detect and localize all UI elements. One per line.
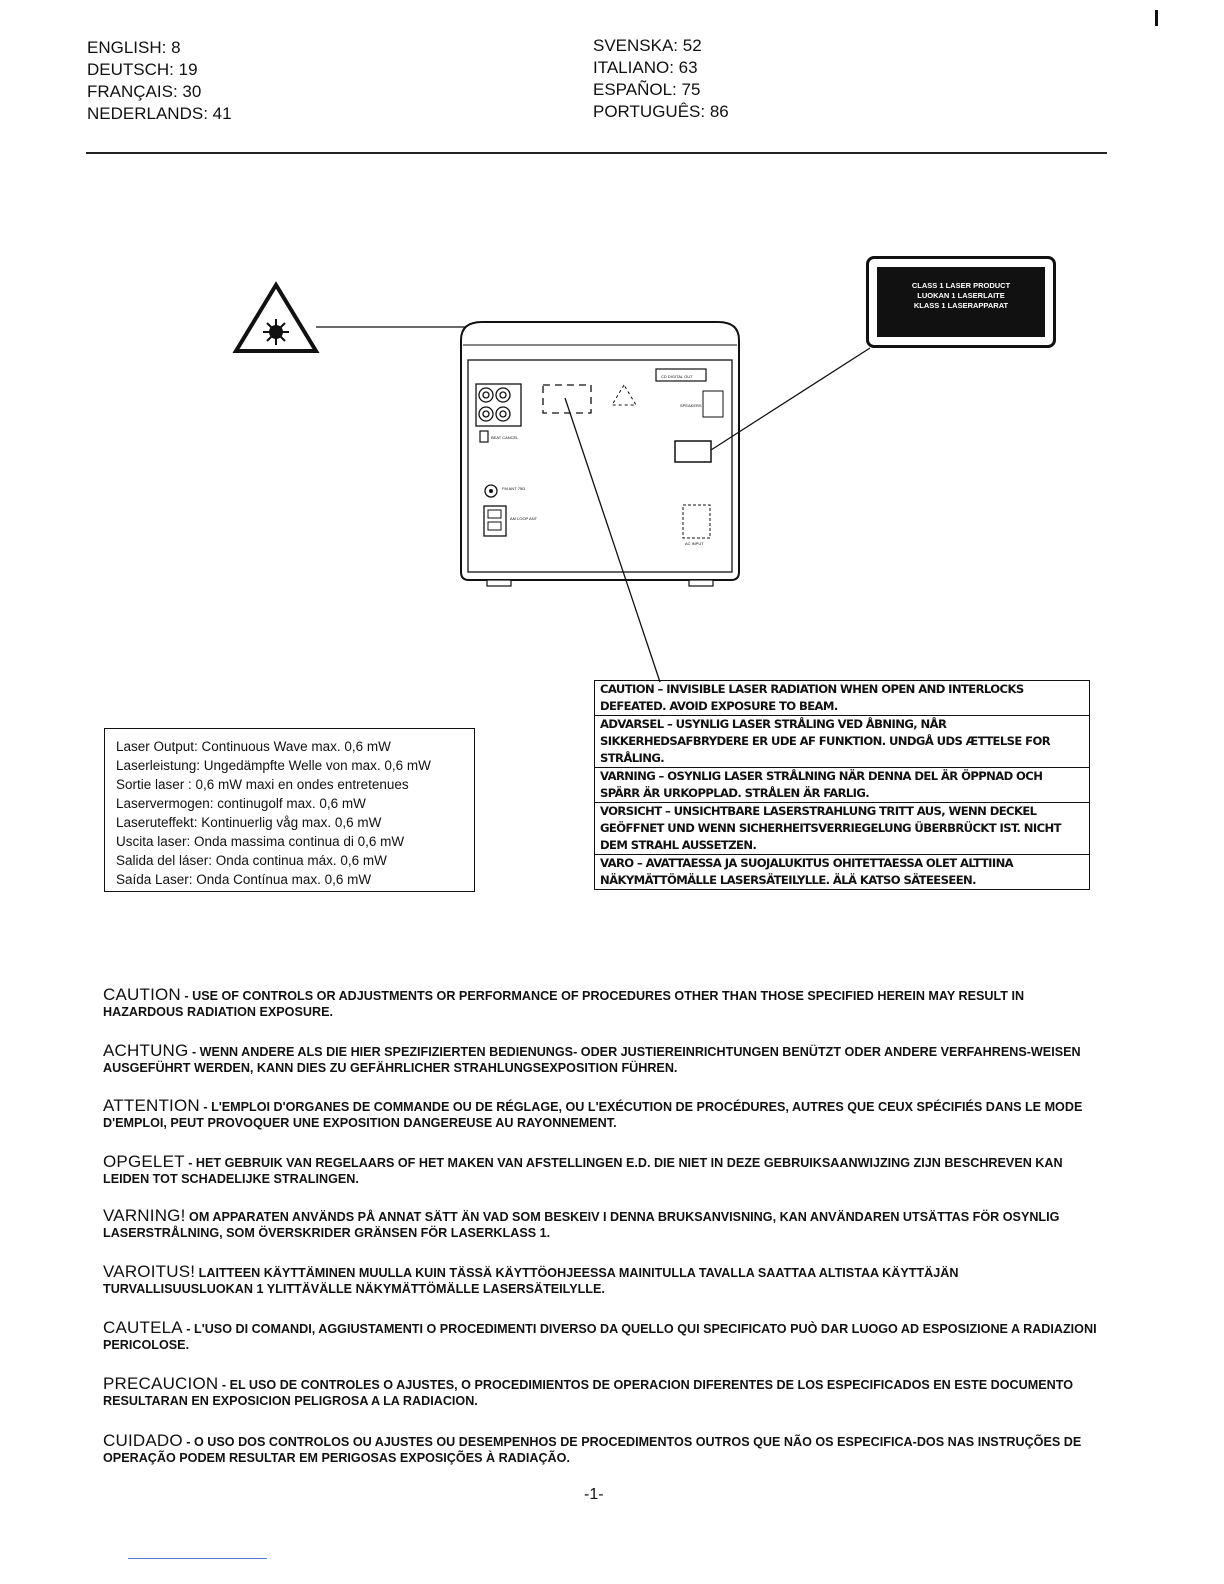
index-entry-svenska: SVENSKA: 52 bbox=[593, 36, 702, 55]
speakers-label: SPEAKERS bbox=[680, 403, 702, 408]
index-entry-italiano: ITALIANO: 63 bbox=[593, 58, 698, 77]
caution-paragraph bbox=[103, 1264, 1103, 1297]
caution-keyword: VAROITUS! bbox=[103, 1262, 196, 1281]
label-position bbox=[675, 441, 711, 462]
fm-antenna-label: FM ANT 75Ω bbox=[502, 486, 526, 491]
ac-input-socket bbox=[683, 505, 710, 538]
caution-paragraph: CAUTELA - L'USO DI COMANDI, AGGIUSTAMENTI O PROCEDIMENTI DIVERSO DA QUELLO QUI SPECIFICATO PUÒ DAR LUOGO AD ESPOSIZIONE A RADIAZIONI PERICOLOSE. bbox=[103, 1318, 1097, 1352]
caution-text: WENN ANDERE ALS DIE HIER SPEZIFIZIERTEN BEDIENUNGS- ODER JUSTIEREINRICHTUNGEN BENÜTZT ODER ANDERE VERFAHRENS-WEISEN AUSGEFÜHRT WERDEN, KANN DIES ZU GEFÄHRLICHER STRAHLUNGSEXPOSITION FÜHREN. bbox=[103, 1045, 1081, 1075]
class-label-line: CLASS 1 LASER PRODUCT bbox=[911, 281, 1011, 290]
caution-keyword: CAUTELA bbox=[103, 1318, 183, 1337]
laser-output-line: Uscita laser: Onda massima continua di 0,6 mW bbox=[116, 834, 405, 849]
laser-output-line: Laserleistung: Ungedämpfte Welle von max. 0,6 mW bbox=[116, 758, 431, 773]
caution-keyword: CUIDADO bbox=[103, 1431, 183, 1450]
caution-text: O USO DOS CONTROLOS OU AJUSTES OU DESEMPENHOS DE PROCEDIMENTOS OUTROS QUE NÃO OS ESPECIFICA-DOS NAS INSTRUÇÕES DE OPERAÇÃO PODEM RESULTAR EM PERIGOSAS EXPOSIÇÕES À RADIAÇÃO. bbox=[103, 1435, 1082, 1465]
warning-cell-varo: VARO – AVATTAESSA JA SUOJALUKITUS OHITETTAESSA OLET ALTTIINA NÄKYMÄTTÖMÄLLE LASERSÄTEILYLLE. ÄLÄ KATSO SÄTEESEEN. bbox=[595, 855, 1090, 890]
caution-paragraph: ACHTUNG - WENN ANDERE ALS DIE HIER SPEZIFIZIERTEN BEDIENUNGS- ODER JUSTIEREINRICHTUNGEN BENÜTZT ODER ANDERE VERFAHRENS-WEISEN AUSGEFÜHRT WERDEN, KANN DIES ZU GEFÄHRLICHER STRAHLUNGSEXPOSITION FÜHREN. bbox=[103, 1041, 1081, 1075]
page-number: -1- bbox=[584, 1486, 604, 1503]
caution-paragraph: CAUTION - USE OF CONTROLS OR ADJUSTMENTS OR PERFORMANCE OF PROCEDURES OTHER THAN THOSE SPECIFIED HEREIN MAY RESULT IN HAZARDOUS RADIATION EXPOSURE. bbox=[103, 985, 1025, 1019]
caution-text: HET GEBRUIK VAN REGELAARS OF HET MAKEN VAN AFSTELLINGEN E.D. DIE NIET IN DEZE GEBRUIKSAANWIJZING ZIJN BESCHREVEN KAN LEIDEN TOT SCHADELIJKE STRALINGEN. bbox=[103, 1156, 1063, 1186]
class-label-line: KLASS 1 LASERAPPARAT bbox=[913, 301, 1009, 310]
speaker-terminals bbox=[703, 391, 723, 417]
warning-cell-vorsicht: VORSICHT – UNSICHTBARE LASERSTRAHLUNG TRITT AUS, WENN DECKEL GEÖFFNET UND WENN SICHERHEITSVERRIEGELUNG ÜBERBRÜCKT IST. NICHT DEM STRAHL AUSSETZEN. bbox=[595, 803, 1090, 855]
caution-text: L'EMPLOI D'ORGANES DE COMMANDE OU DE RÉGLAGE, OU L'EXÉCUTION DE PROCÉDURES, AUTRES QUE CEUX SPÉCIFIÉS DANS LE MODE D'EMPLOI, PEUT PROVOQUER UNE EXPOSITION DANGEREUSE AU RAYONNEMENT. bbox=[103, 1100, 1083, 1130]
caution-text: EL USO DE CONTROLES O AJUSTES, O PROCEDIMIENTOS DE OPERACION DIFERENTES DE LOS ESPECIFICADOS EN ESTE DOCUMENTO RESULTARAN EN EXPOSICION PELIGROSA A LA RADIACION. bbox=[103, 1378, 1073, 1408]
caution-text: OM APPARATEN ANVÄNDS PÅ ANNAT SÄTT ÄN VAD SOM BESKEIV I DENNA BRUKSANVISNING, KAN ANVÄNDAREN UTSÄTTAS FÖR OSYNLIG LASERSTRÅLNING, SOM ÖVERSKRIDER GRÄNSEN FÖR LASERKLASS 1. bbox=[103, 1210, 1060, 1240]
class-1-label bbox=[866, 256, 1056, 348]
caution-text: LAITTEEN KÄYTTÄMINEN MUULLA KUIN TÄSSÄ KÄYTTÖOHJEESSA MAINITULLA TAVALLA SAATTAA ALTISTAA KÄYTTÄJÄN TURVALLISUUSLUOKAN 1 YLITTÄVÄLLE NÄKYMÄTTÖMÄLLE LASERSÄTEILYLLE. bbox=[103, 1266, 959, 1296]
laser-output-line: Laseruteffekt: Kontinuerlig våg max. 0,6 mW bbox=[116, 815, 382, 830]
caution-paragraph: ATTENTION - L'EMPLOI D'ORGANES DE COMMANDE OU DE RÉGLAGE, OU L'EXÉCUTION DE PROCÉDURES, AUTRES QUE CEUX SPÉCIFIÉS DANS LE MODE D'EMPLOI, PEUT PROVOQUER UNE EXPOSITION DANGEREUSE AU RAYONNEMENT. bbox=[103, 1096, 1083, 1130]
caution-keyword: ATTENTION bbox=[103, 1096, 200, 1115]
ac-input-label: AC INPUT bbox=[685, 541, 704, 546]
caution-paragraph: CUIDADO - O USO DOS CONTROLOS OU AJUSTES OU DESEMPENHOS DE PROCEDIMENTOS OUTROS QUE NÃO OS ESPECIFICA-DOS NAS INSTRUÇÕES DE OPERAÇÃO PODEM RESULTAR EM PERIGOSAS EXPOSIÇÕES À RADIAÇÃO. bbox=[103, 1431, 1082, 1465]
index-entry-espanol: ESPAÑOL: 75 bbox=[593, 80, 701, 99]
laser-warning-label bbox=[594, 680, 1090, 890]
am-loop-label: AM LOOP ANT bbox=[510, 516, 538, 521]
index-entry-deutsch: DEUTSCH: 19 bbox=[87, 60, 198, 79]
index-entry-english: ENGLISH: 8 bbox=[87, 38, 181, 57]
laser-output-line: Sortie laser : 0,6 mW maxi en ondes entretenues bbox=[116, 777, 409, 792]
laser-output-box bbox=[104, 728, 475, 892]
caution-text: L'USO DI COMANDI, AGGIUSTAMENTI O PROCEDIMENTI DIVERSO DA QUELLO QUI SPECIFICATO PUÒ DAR LUOGO AD ESPOSIZIONE A RADIAZIONI PERICOLOSE. bbox=[103, 1322, 1097, 1352]
caution-paragraph bbox=[103, 1208, 1103, 1241]
class-label-line: LUOKAN 1 LASERLAITE bbox=[917, 291, 1005, 300]
caution-keyword: CAUTION bbox=[103, 985, 181, 1004]
class-1-label-text bbox=[877, 267, 1045, 337]
laser-output-line: Salida del láser: Onda continua máx. 0,6 mW bbox=[116, 853, 387, 868]
beat-cancel-label: BEAT CANCEL bbox=[491, 435, 519, 440]
caution-paragraph: OPGELET - HET GEBRUIK VAN REGELAARS OF HET MAKEN VAN AFSTELLINGEN E.D. DIE NIET IN DEZE GEBRUIKSAANWIJZING ZIJN BESCHREVEN KAN LEIDEN TOT SCHADELIJKE STRALINGEN. bbox=[103, 1152, 1063, 1186]
footer-line bbox=[128, 1558, 267, 1559]
beat-cancel-switch bbox=[480, 431, 488, 442]
caution-text: USE OF CONTROLS OR ADJUSTMENTS OR PERFORMANCE OF PROCEDURES OTHER THAN THOSE SPECIFIED HEREIN MAY RESULT IN HAZARDOUS RADIATION EXPOSURE. bbox=[103, 989, 1025, 1019]
digital-out-label: CD DIGITAL OUT bbox=[661, 374, 693, 379]
caution-keyword: PRECAUCION bbox=[103, 1374, 219, 1393]
warning-cell-varning: VARNING – OSYNLIG LASER STRÅLNING NÄR DENNA DEL ÄR ÖPPNAD OCH SPÄRR ÄR URKOPPLAD. STRÅLEN ÄR FARLIG. bbox=[595, 768, 1090, 803]
caution-keyword: VARNING! bbox=[103, 1206, 186, 1225]
rca-jacks bbox=[476, 384, 521, 426]
caution-paragraph: PRECAUCION - EL USO DE CONTROLES O AJUSTES, O PROCEDIMIENTOS DE OPERACION DIFERENTES DE LOS ESPECIFICADOS EN ESTE DOCUMENTO RESULTARAN EN EXPOSICION PELIGROSA A LA RADIACION. bbox=[103, 1374, 1073, 1408]
warning-cell-advarsel: ADVARSEL – USYNLIG LASER STRÅLING VED ÅBNING, NÅR SIKKERHEDSAFBRYDERE ER UDE AF FUNKTION. UNDGÅ UDS ÆTTELSE FOR STRÅLING. bbox=[595, 716, 1090, 768]
laser-warning-icon bbox=[236, 285, 316, 351]
warning-cell-caution: CAUTION – INVISIBLE LASER RADIATION WHEN OPEN AND INTERLOCKS DEFEATED. AVOID EXPOSURE TO BEAM. bbox=[595, 681, 1090, 716]
index-entry-portugues: PORTUGUÊS: 86 bbox=[593, 102, 729, 121]
laser-output-line: Saída Laser: Onda Contínua max. 0,6 mW bbox=[116, 872, 372, 887]
foot-left bbox=[487, 580, 511, 586]
caution-keyword: ACHTUNG bbox=[103, 1041, 189, 1060]
caution-keyword: OPGELET bbox=[103, 1152, 185, 1171]
laser-output-line: Laser Output: Continuous Wave max. 0,6 mW bbox=[116, 739, 391, 754]
index-entry-francais: FRANÇAIS: 30 bbox=[87, 82, 202, 101]
laser-output-line: Laservermogen: continugolf max. 0,6 mW bbox=[116, 796, 366, 811]
foot-right bbox=[689, 580, 713, 586]
index-entry-nederlands: NEDERLANDS: 41 bbox=[87, 104, 232, 123]
